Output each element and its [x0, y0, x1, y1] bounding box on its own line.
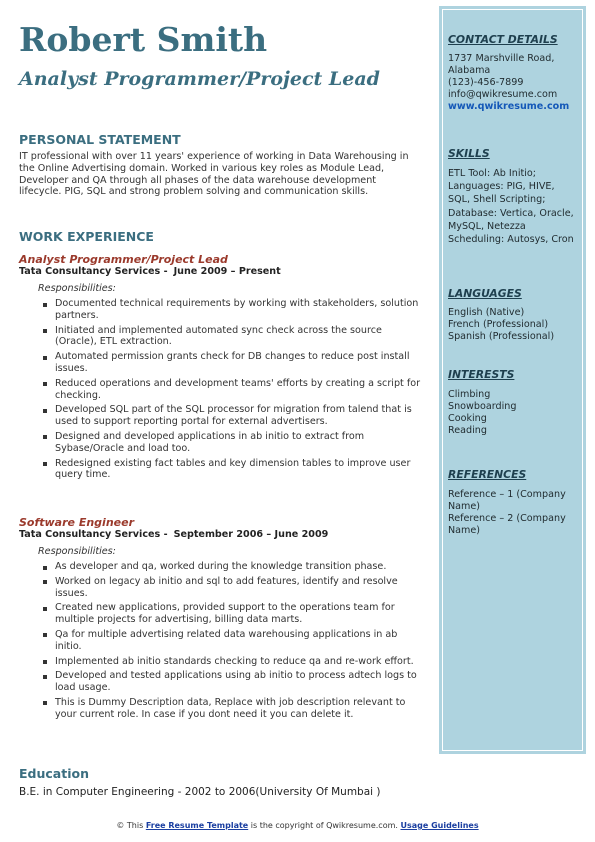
free-resume-template-link[interactable]: Free Resume Template: [145, 821, 249, 830]
contact-heading: CONTACT DETAILS: [448, 33, 558, 46]
footer-copyright: is the copyright of Qwikresume.com.: [250, 821, 398, 830]
list-item: Climbing: [448, 389, 491, 400]
interests-list: [448, 389, 580, 437]
usage-guidelines-link[interactable]: Usage Guidelines: [400, 821, 479, 830]
job-dates: September 2006 – June 2009: [173, 529, 329, 540]
list-item: Qa for multiple advertising related data warehousing applications in ab initio.: [19, 629, 424, 653]
list-item: Reading: [448, 425, 487, 436]
personal-statement-text: IT professional with over 11 years' experience of working in Data Warehousing in the Online Advertising domain. Worked in various key roles as Module Lead, Developer and QA through all phases of the data warehouse development lifecycle. PIG, SQL and strong problem solving and communication skills.: [19, 151, 409, 198]
list-item: Documented technical requirements by working with stakeholders, solution partners.: [19, 298, 424, 322]
footer-prefix: © This: [116, 821, 144, 830]
company-name: Tata Consultancy Services -: [19, 529, 168, 540]
list-item: Cooking: [448, 413, 487, 424]
sidebar: [439, 6, 586, 754]
interests-heading: INTERESTS: [448, 368, 515, 381]
list-item: Implemented ab initio standards checking to reduce qa and re-work effort.: [19, 656, 424, 668]
list-item: Developed SQL part of the SQL processor for migration from talend that is used to support reporting portal for external advertisers.: [19, 404, 424, 428]
job-bullet-list: [19, 298, 424, 484]
education-heading: Education: [19, 766, 89, 781]
company-name: Tata Consultancy Services -: [19, 266, 168, 277]
list-item: Redesigned existing fact tables and key dimension tables to improve user query time.: [19, 458, 424, 482]
contact-details: [448, 53, 580, 113]
list-item: Developed and tested applications using ab initio to process adtech logs to load usage.: [19, 670, 424, 694]
list-item: As developer and qa, worked during the knowledge transition phase.: [19, 561, 424, 573]
list-item: This is Dummy Description data, Replace with job description relevant to your current role. In case if you dont need it you can delete it.: [19, 697, 424, 721]
job-bullet-list: [19, 561, 424, 724]
list-item: Snowboarding: [448, 401, 517, 412]
job-title: Software Engineer: [19, 516, 134, 529]
list-item: Designed and developed applications in ab initio to extract from Sybase/Oracle and load too.: [19, 431, 424, 455]
address-line-1: 1737 Marshville Road,: [448, 53, 555, 64]
skills-text: ETL Tool: Ab Initio; Languages: PIG, HIVE, SQL, Shell Scripting; Database: Vertica, Oracle, MySQL, Netezza Scheduling: Autosys, Cron: [448, 168, 574, 246]
phone-number: (123)-456-7899: [448, 77, 524, 88]
responsibilities-label: Responsibilities:: [38, 283, 116, 294]
list-item: French (Professional): [448, 319, 549, 330]
website-link[interactable]: www.qwikresume.com: [448, 101, 570, 112]
list-item: Automated permission grants check for DB changes to reduce post install issues.: [19, 351, 424, 375]
list-item: Initiated and implemented automated sync check across the source (Oracle), ETL extraction.: [19, 325, 424, 349]
languages-heading: LANGUAGES: [448, 287, 522, 300]
education-entry: B.E. in Computer Engineering - 2002 to 2006(University Of Mumbai ): [19, 786, 381, 798]
job-company: [19, 266, 281, 277]
list-item: English (Native): [448, 307, 525, 318]
job-title: Analyst Programmer/Project Lead: [19, 253, 228, 266]
job-company: [19, 529, 328, 540]
list-item: Reference – 1 (Company Name): [448, 489, 566, 512]
candidate-name: Robert Smith: [19, 20, 268, 59]
list-item: Spanish (Professional): [448, 331, 555, 342]
footer: [0, 821, 595, 830]
list-item: Reference – 2 (Company Name): [448, 513, 566, 536]
job-dates: June 2009 – Present: [173, 266, 281, 277]
personal-statement-heading: PERSONAL STATEMENT: [19, 132, 181, 147]
email-address[interactable]: info@qwikresume.com: [448, 89, 558, 100]
list-item: Created new applications, provided support to the operations team for multiple projects for advertising, billing data marts.: [19, 602, 424, 626]
references-list: [448, 489, 576, 537]
references-heading: REFERENCES: [448, 468, 527, 481]
list-item: Reduced operations and development teams' efforts by creating a script for checking.: [19, 378, 424, 402]
work-experience-heading: WORK EXPERIENCE: [19, 229, 154, 244]
languages-list: [448, 307, 580, 343]
address-line-2: Alabama: [448, 65, 491, 76]
responsibilities-label: Responsibilities:: [38, 546, 116, 557]
candidate-headline: Analyst Programmer/Project Lead: [19, 68, 380, 90]
skills-heading: SKILLS: [448, 147, 490, 160]
list-item: Worked on legacy ab initio and sql to add features, identify and resolve issues.: [19, 576, 424, 600]
